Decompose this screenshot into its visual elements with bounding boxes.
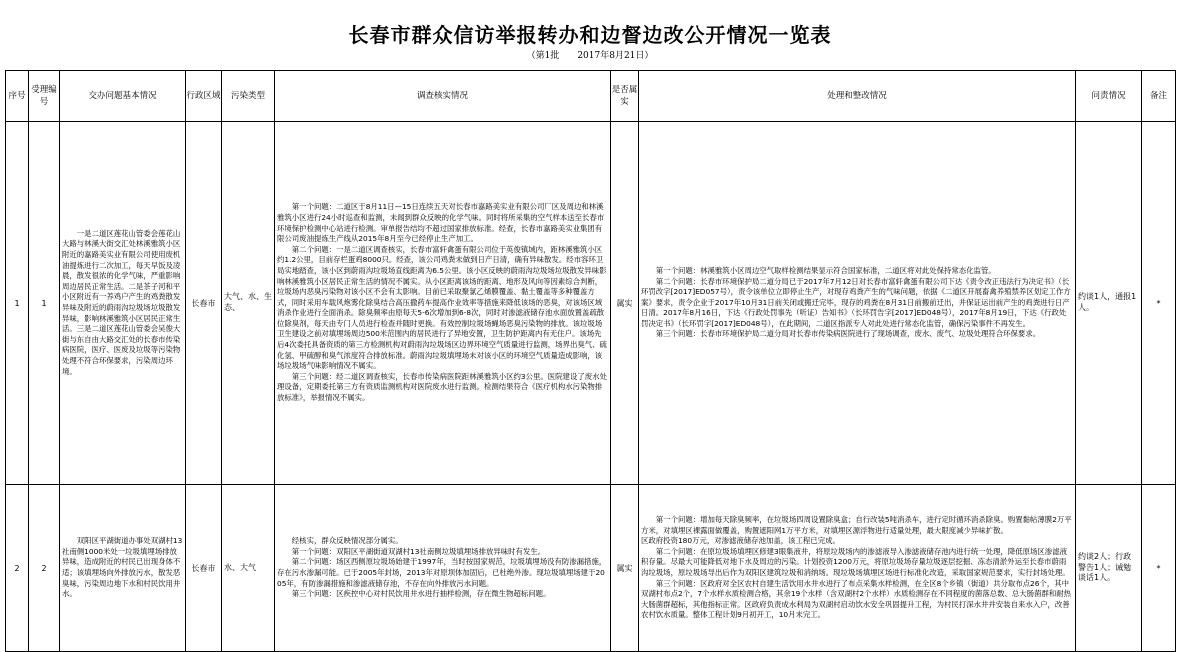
cell-accountability bbox=[1076, 122, 1142, 485]
cell-verification bbox=[275, 122, 611, 485]
header-accept-no: 受理编号 bbox=[29, 71, 60, 122]
cell-verification bbox=[275, 485, 611, 652]
cell-confirmed: 属实 bbox=[611, 122, 639, 485]
header-verification: 调查核实情况 bbox=[275, 71, 611, 122]
verification-text: 第一个问题：二道区于8月11日—15日连续五天对长春市嘉路美实业有限公司厂区及周边和林溪雅筑小区进行24小时巡查和监测，未闻到群众反映的化学气味。同时将所采集的空气样本送至长春市环境保护检测中心站进行检测。审单报告结均不超过国家排放标准。经查，长春市嘉路美实业集团有限公司废油提炼生产线从2015年8月至今已经停止生产加工。 第二个问题：一是二道区调查核实，长春市富轩禽蛋有限公司位于英俊镇域内，距林溪雅筑小区约1.2公里，目前存栏蛋鸡8000只。经查，该公司鸡粪未做到日产日清，确有异味散发。经市容环卫局实地踏查，该小区到蔚雨沟垃圾场直线距离为6.5公里。该小区反映的蔚雨沟垃圾场垃圾散发异味影响林溪雅筑小区居民正常生活的情况不属实。从小区距离该场的距离、地形及风向等因素综合判断，垃圾场内恶臭污染物对该小区不会有太影响。目前已采取聚氯乙烯膜覆盖、黏土覆盖等多种覆盖方式，同时采用车载风炮雾化除臭结合高压撒药车提高作业效率等措施来降低该场的恶臭，对该场区域消杀作业进行全面消杀。除臭频率由原每天5-6次增加到6-8次，同时对渗滤液储存池水面放置盖疏散位除臭剂，每天由专门人员进行检查并随时更换。有效控制垃圾场蝇场恶臭污染物的排放。该垃圾场卫生建设之前对填埋场周边500米范围内的居民进行了异地安置，卫生防护距离内有无住户。该场先后4次委托具备资质的第三方检测机构对蔚雨沟垃圾场区边界环境空气质量进行监测，场界出臭气、硫化氢、甲硫醇和臭气浓度符合排放标准。蔚雨沟垃圾填埋场未对该小区的环境空气质量造成影响，该场垃圾场气味影响情况不属实。 第三个问题：经二道区调查核实，长春市传染病医院距林溪雅筑小区约3公里。医院建设了废水处理设备，定期委托第三方有资质监测机构对医院废水进行监测。检测结果符合《医疗机构水污染物排放标准》，举报情况不属实。 bbox=[277, 202, 607, 403]
header-seq: 序号 bbox=[6, 71, 29, 122]
pollution-text: 水、大气 bbox=[224, 562, 256, 572]
header-pollution: 污染类型 bbox=[222, 71, 275, 122]
cell-accept-no: 1 bbox=[29, 122, 60, 485]
cell-pollution bbox=[222, 485, 275, 652]
header-accountability: 问责情况 bbox=[1076, 71, 1142, 122]
table-header-row bbox=[6, 71, 1176, 122]
header-remark: 备注 bbox=[1142, 71, 1176, 122]
cell-accept-no: 2 bbox=[29, 485, 60, 652]
header-rectification: 处理和整改情况 bbox=[639, 71, 1076, 122]
cell-pollution bbox=[222, 122, 275, 485]
table-row bbox=[6, 122, 1176, 485]
cell-confirmed: 属实 bbox=[611, 485, 639, 652]
cell-seq: 1 bbox=[6, 122, 29, 485]
cell-issue bbox=[60, 485, 186, 652]
cell-remark: * bbox=[1142, 122, 1176, 485]
cell-rectification bbox=[639, 122, 1076, 485]
accountability-text: 约谈2人；行政警告1人；诫勉谈话1人。 bbox=[1078, 552, 1132, 583]
issue-text: 一是二道区莲花山管委会莲花山大路与林溪大街交汇处林溪雅筑小区附近的嘉路美实业有限公司使用废机油提炼进行二次加工，每天早饭及凌晨，散发很浓的化学气味，严重影响周边居民正常生活。二是茶子河和平小区附近有一养鸡户产生的鸡粪散发异味及附近的蔚雨沟垃圾场垃圾散发异味，影响林溪雅筑小区居民正常生活。三是二道区莲花山管委会吴俊大街与东自由大路交汇处的长春市传染病医院，医疗、医废及垃圾等污染物处理不符合环保要求，污染周边环境。 bbox=[62, 228, 181, 376]
cell-remark: * bbox=[1142, 485, 1176, 652]
cell-accountability bbox=[1076, 485, 1142, 652]
cell-rectification bbox=[639, 485, 1076, 652]
cell-district: 长春市 bbox=[186, 485, 222, 652]
cell-seq: 2 bbox=[6, 485, 29, 652]
page-subtitle: （第1批 2017年8月21日） bbox=[526, 51, 654, 61]
cell-issue bbox=[60, 122, 186, 485]
header-issue: 交办问题基本情况 bbox=[60, 71, 186, 122]
cell-district: 长春市 bbox=[186, 122, 222, 485]
report-table bbox=[5, 70, 1176, 652]
accountability-text: 约谈1人，通报1人。 bbox=[1078, 292, 1137, 312]
rectification-text: 第一个问题：林溪雅筑小区周边空气取样检测结果显示符合国家标准，二道区将对此处保持常态化监管。 第二个问题：长春市环境保护局二道分局已于2017年7月12日对长春市富轩禽蛋有限公司下达《责令改正违法行为决定书》（长环罚改字[2017]ED057号），责令该单位立即停止生产，对现存鸡粪产生的气味问题，依据《二道区开展畜禽养殖禁养区划定工作方案》要求，责令企业于2017年10月31日前关闭或搬迁完毕，现存的鸡粪在8月31日前搬前迁出，并保证运出前产生的鸡粪进行日产日清。2017年8月16日，下达《行政处罚事先（听证）告知书》（长环罚告字[2017]ED048号），2017年8月19日，下达《行政处罚决定书》（长环罚字[2017]ED048号），在此期间，二道区指派专人对此处进行常态化监管，确保污染事件不再发生。 第三个问题：长春市环境保护局二道分局对长春市传染病医院进行了现场调查，废水、废气、垃圾处理符合环保要求。 bbox=[641, 265, 1071, 339]
page-title: 长春市群众信访举报转办和边督边改公开情况一览表 bbox=[348, 23, 832, 47]
table-row bbox=[6, 485, 1176, 652]
header-confirmed: 是否属实 bbox=[611, 71, 639, 122]
rectification-text: 第一个问题：增加每天除臭频率，在垃圾场四周设置除臭盒；自行改装5吨消杀车，进行定时循环消杀除臭。购置黏帖薄膜2万平方米，对填埋区裸露面做覆盖，购置遮阳网1万平方米，对填埋区源浮物进行适量处理，最大限度减少异味扩散。 区政府投资180万元，对渗滤液储存池加盖，该工程已完成。 第二个问题：在原垃圾场填埋区修建3眼集液井，将原垃圾场内的渗滤液导入渗滤液储存池内进行统一处理，降低原场区渗滤液积存量。尽最大可能降低对地下水及周边的污染。计划投资1200万元，将原垃圾场存量垃圾逐层挖掘、冻态清淤外运至长春市蔚雨沟垃圾场，原垃圾场导出后作为双阳区建筑垃圾和消纳场。现垃圾场填埋区场进行标准化改造，采取国家规范要求，实行封场处理。 第三个问题：区政府对全区农村自建生活饮用水井水进行了布点采集水样检测，在全区8个乡镇（街道）共分取布点26个，其中双湖村布点2个，7个水样水质检测合格，其余19个水样（含双湖村2个水样）水质检测存在不同程度的菌落总数、总大肠菌群和耐热大肠菌群超标，其他指标正常。区政府负责成水利局为双湖村启动饮水安全巩固提升工程，为村民打深水井并安装自来水入户，改善农村饮水质量。整体工程计划9月初开工，10月末完工。 bbox=[641, 515, 1072, 620]
issue-text: 双阳区平湖街道办事处双湖村13社南侧1000米处一垃圾填埋场排放异味，造成附近的村民已出现身体不适；该填埋场向外排放污水，散发恶臭味，污染周边地下水和村民饮用井水。 bbox=[62, 536, 183, 599]
pollution-text: 大气、水、生态、 bbox=[224, 292, 272, 312]
header-district: 行政区域 bbox=[186, 71, 222, 122]
verification-text: 经核实，群众反映情况部分属实。 第一个问题：双阳区平湖街道双湖村13社南侧垃圾填埋场排放异味时有发生。 第二个问题：场区西侧原垃圾场始建于1997年，当时按国家规范，垃圾填埋场没有防渗漏措施，存在污水渗漏可能。已于2005年封场，2013年对原坝体加固后，已杜绝外渗。现垃圾填埋场建于2005年，有防渗漏措施和渗滤液储存池，不存在向外排放污水问题。 第三个问题：区疾控中心对村民饮用井水进行抽样检测，存在微生物超标问题。 bbox=[277, 536, 607, 599]
